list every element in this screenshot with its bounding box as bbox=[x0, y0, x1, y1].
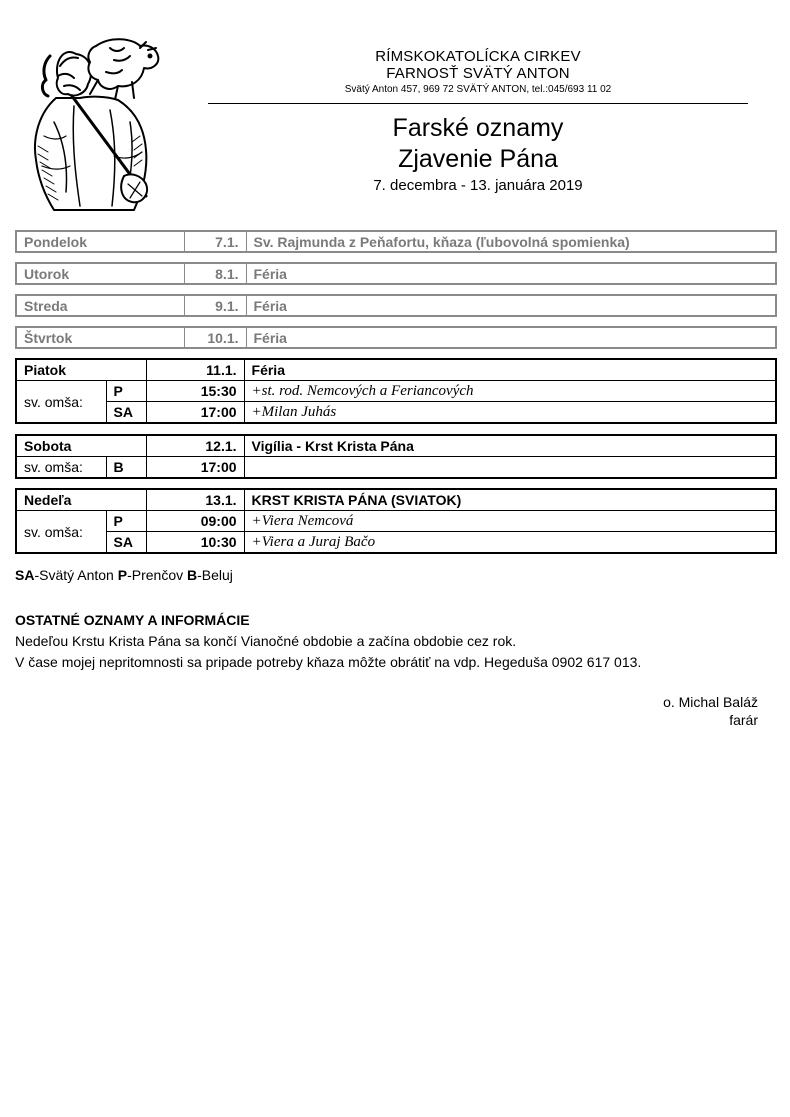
saint-with-lamb-icon bbox=[14, 26, 170, 218]
signature-role: farár bbox=[729, 712, 758, 728]
mass-intention: +Viera a Juraj Bačo bbox=[244, 532, 776, 554]
mass-place: P bbox=[106, 511, 146, 532]
signature bbox=[663, 693, 758, 729]
mass-intention: +Viera Nemcová bbox=[244, 511, 776, 532]
day-date: 8.1. bbox=[184, 263, 246, 284]
day-feast: Féria bbox=[253, 265, 287, 282]
legend-abbr: P bbox=[117, 567, 128, 583]
day-feast: Féria bbox=[244, 359, 776, 381]
day-row-monday bbox=[15, 230, 777, 253]
day-block-friday bbox=[15, 358, 777, 424]
day-name: Nedeľa bbox=[16, 489, 146, 511]
page-title: Farské oznamy bbox=[392, 114, 564, 142]
mass-place: B bbox=[106, 457, 146, 479]
day-name: Utorok bbox=[24, 265, 70, 282]
day-date: 10.1. bbox=[184, 327, 246, 348]
mass-intention: +st. rod. Nemcových a Feriancových bbox=[244, 381, 776, 402]
church-name: RÍMSKOKATOLÍCKA CIRKEV bbox=[375, 48, 581, 65]
mass-place: SA bbox=[106, 402, 146, 424]
mass-intention bbox=[244, 457, 776, 479]
date-range: 7. decembra - 13. januára 2019 bbox=[373, 177, 583, 194]
day-name: Sobota bbox=[16, 435, 146, 457]
mass-place: SA bbox=[106, 532, 146, 554]
day-feast: Vigília - Krst Krista Pána bbox=[244, 435, 776, 457]
day-block-saturday bbox=[15, 434, 777, 479]
mass-place: P bbox=[106, 381, 146, 402]
day-row-tuesday bbox=[15, 262, 777, 285]
mass-time: 09:00 bbox=[146, 511, 244, 532]
day-feast: Féria bbox=[253, 297, 287, 314]
day-feast: KRST KRISTA PÁNA (SVIATOK) bbox=[244, 489, 776, 511]
header-divider bbox=[208, 103, 748, 104]
day-block-sunday bbox=[15, 488, 777, 554]
mass-time: 15:30 bbox=[146, 381, 244, 402]
day-name: Piatok bbox=[16, 359, 146, 381]
mass-label: sv. omša: bbox=[16, 457, 106, 479]
legend-abbr: B bbox=[187, 567, 198, 583]
day-row-thursday bbox=[15, 326, 777, 349]
day-row-wednesday bbox=[15, 294, 777, 317]
day-date: 7.1. bbox=[184, 231, 246, 252]
day-feast: Féria bbox=[253, 329, 287, 346]
title-block bbox=[208, 113, 748, 196]
day-feast: Sv. Rajmunda z Peňafortu, kňaza (ľubovolná spomienka) bbox=[253, 233, 630, 250]
day-name: Streda bbox=[24, 297, 68, 314]
day-date: 13.1. bbox=[146, 489, 244, 511]
mass-time: 10:30 bbox=[146, 532, 244, 554]
day-date: 11.1. bbox=[146, 359, 244, 381]
day-date: 9.1. bbox=[184, 295, 246, 316]
mass-time: 17:00 bbox=[146, 457, 244, 479]
mass-time: 17:00 bbox=[146, 402, 244, 424]
legend-text: -Prenčov bbox=[127, 567, 187, 583]
mass-label: sv. omša: bbox=[16, 381, 106, 424]
mass-intention: +Milan Juhás bbox=[244, 402, 776, 424]
legend-text: -Beluj bbox=[197, 567, 233, 583]
parish-address: Svätý Anton 457, 969 72 SVÄTÝ ANTON, tel.:045/693 11 02 bbox=[344, 84, 612, 95]
page-subtitle: Zjavenie Pána bbox=[398, 145, 558, 173]
mass-label: sv. omša: bbox=[16, 511, 106, 554]
day-date: 12.1. bbox=[146, 435, 244, 457]
legend-abbr: SA bbox=[15, 567, 35, 583]
signature-name: o. Michal Baláž bbox=[663, 694, 758, 710]
announcement-line: V čase mojej nepritomnosti sa pripade potreby kňaza môžte obrátiť na vdp. Hegeduša 0902 617 013. bbox=[15, 654, 642, 670]
legend-text: -Svätý Anton bbox=[34, 567, 118, 583]
day-name: Pondelok bbox=[24, 233, 88, 250]
other-announcements bbox=[15, 610, 775, 673]
day-name: Štvrtok bbox=[24, 329, 73, 346]
parish-name: FARNOSŤ SVÄTÝ ANTON bbox=[386, 65, 570, 82]
announcement-line: Nedeľou Krstu Krista Pána sa končí Vianočné obdobie a začína obdobie cez rok. bbox=[15, 633, 517, 649]
place-legend bbox=[15, 567, 233, 583]
announcements-heading: OSTATNÉ OZNAMY A INFORMÁCIE bbox=[15, 612, 250, 628]
parish-header bbox=[208, 48, 748, 96]
